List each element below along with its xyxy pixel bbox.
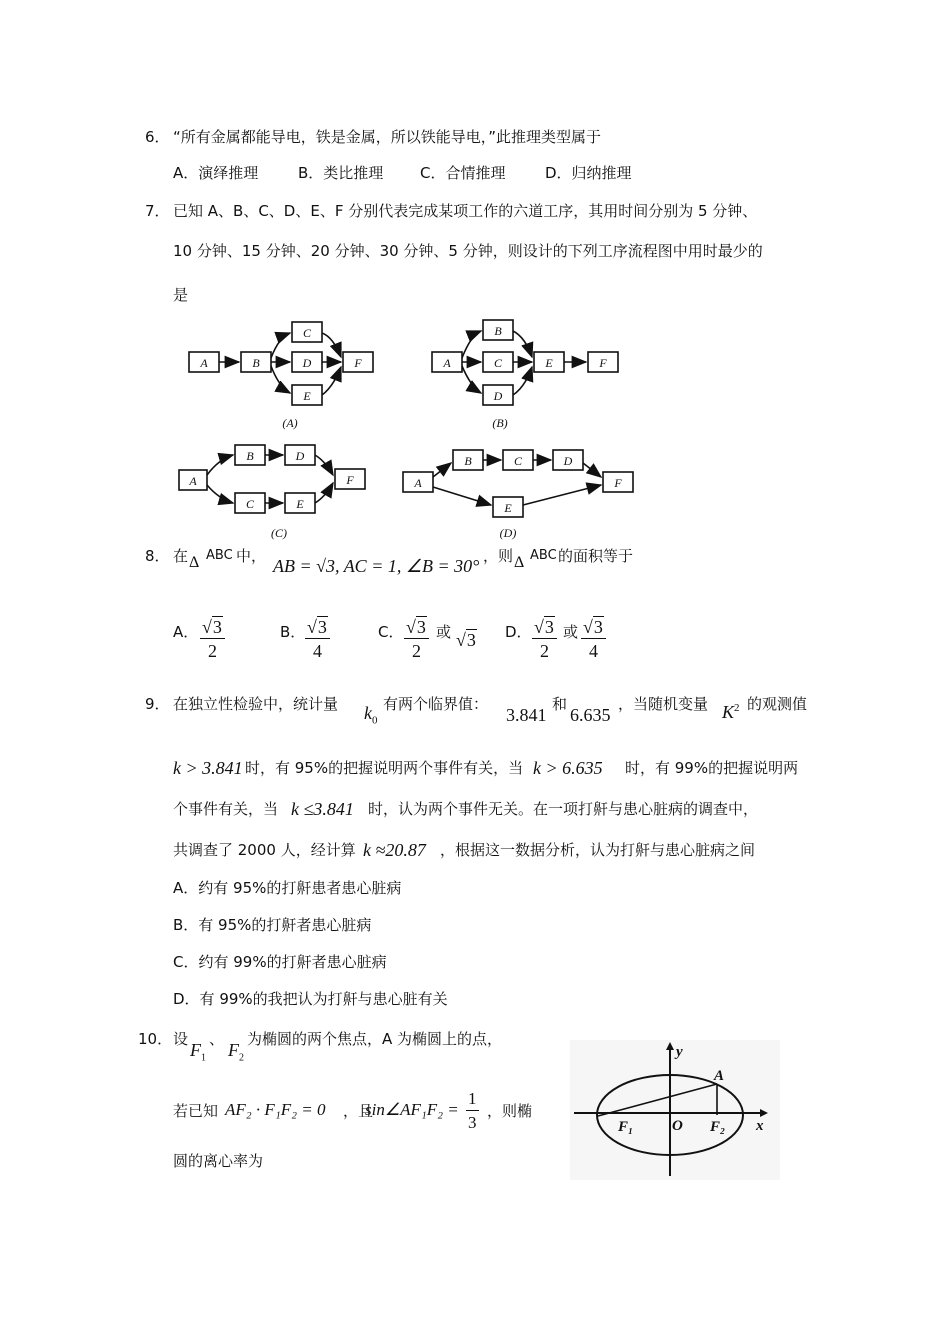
q9-line1-c: ，当随机变量 <box>618 695 709 713</box>
point-a-label: A <box>714 1068 725 1084</box>
critical-value-2: 6.635 <box>570 705 611 725</box>
q6-option-c: C．合情推理 <box>420 164 506 182</box>
q9-and: 和 <box>552 695 568 713</box>
k0-symbol: $k_0$ <box>364 703 378 727</box>
q6-option-d: D．归纳推理 <box>545 164 632 182</box>
k-squared-symbol: $K^2$ <box>722 702 740 722</box>
q9-line3-a: 个事件有关，当 <box>173 800 279 818</box>
figure-label-b: (B) <box>492 416 508 430</box>
q9-line1-b: 有两个临界值： <box>383 695 489 713</box>
node-c-label: C <box>493 356 503 370</box>
q10-line1-b: 为椭圆的两个焦点，A 为椭圆上的点， <box>247 1030 503 1048</box>
node-f-label: F <box>599 356 607 370</box>
q6-number: 6． <box>145 128 170 146</box>
q10-line2-c: ，则椭 <box>487 1102 533 1120</box>
node-f-label: F <box>354 356 362 370</box>
q8-option-b: B． <box>280 623 306 641</box>
node-b-label: B <box>494 324 502 338</box>
q9-condition-1: k > 3.841 <box>173 758 243 778</box>
node-a-label: A <box>189 474 197 488</box>
q8-option-a: A． <box>173 623 199 641</box>
q8-option-d-fraction-2: $\frac{√3}{4}$ <box>581 616 606 663</box>
q8-comma: ，则 <box>483 547 514 565</box>
critical-value-1: 3.841 <box>506 705 547 725</box>
q6-option-a: A．演绎推理 <box>173 164 259 182</box>
q10-line1-a: 设 <box>173 1030 189 1048</box>
q9-option-a: A．约有 95%的打鼾患者患心脏病 <box>173 879 402 897</box>
q9-line2-b: 时，有 99%的把握说明两 <box>625 759 799 777</box>
node-c-label: C <box>245 497 255 511</box>
triangle-symbol: Δ <box>189 554 200 571</box>
q6-option-b: B．类比推理 <box>298 164 384 182</box>
f1-symbol: $F_1$ <box>190 1040 206 1064</box>
node-c-label: C <box>513 454 523 468</box>
node-b-label: B <box>464 454 472 468</box>
q7-line-2: 10 分钟、15 分钟、20 分钟、30 分钟、5 分钟，则设计的下列工序流程图中用时最少的 <box>173 242 763 260</box>
q8-option-d-fraction-1: $\frac{√3}{2}$ <box>532 616 557 663</box>
node-a-label: A <box>414 476 422 490</box>
q9-line2-a: 时，有 95%的把握说明两个事件有关，当 <box>245 759 524 777</box>
focus-f2-label: F₂ <box>710 1119 726 1135</box>
q9-computed-k: k ≈20.87 <box>363 840 426 860</box>
node-e-label: E <box>303 389 311 403</box>
triangle-symbol: Δ <box>514 554 525 571</box>
q6-stem: “所有金属都能导电，铁是金属，所以铁能导电，”此推理类型属于 <box>173 128 602 146</box>
q7-line-3: 是 <box>173 286 189 304</box>
q8-pre: 在 <box>173 547 189 565</box>
node-f-label: F <box>346 473 354 487</box>
q9-line4-a: 共调查了 2000 人，经计算 <box>173 841 356 859</box>
origin-label: O <box>672 1118 683 1134</box>
y-axis-label: y <box>676 1044 683 1060</box>
q10-line2-b: ，且 <box>343 1102 374 1120</box>
node-b-label: B <box>246 449 254 463</box>
x-axis-label: x <box>756 1118 764 1134</box>
f2-symbol: $F_2$ <box>228 1040 244 1064</box>
q10-dot-product: AF₂ · F₁F₂ = 0 <box>225 1100 326 1119</box>
q8-abc: ABC <box>530 548 557 563</box>
q8-abc: ABC <box>206 548 233 563</box>
q10-line3: 圆的离心率为 <box>173 1152 264 1170</box>
q10-line2-a: 若已知 <box>173 1102 219 1120</box>
node-c-label: C <box>302 326 312 340</box>
q9-line3-b: 时，认为两个事件无关。在一项打鼾与患心脏病的调查中， <box>368 800 759 818</box>
node-d-label: D <box>302 356 312 370</box>
q8-number: 8． <box>145 547 170 565</box>
q10-sine-fraction: $\frac{1}{3}$ <box>468 1089 477 1132</box>
q8-or: 或 <box>563 623 579 641</box>
flowchart-b <box>432 320 618 405</box>
q8-option-b-fraction: $\frac{√3}{4}$ <box>305 616 330 663</box>
q8-option-d: D． <box>505 623 532 641</box>
q9-option-c: C．约有 99%的打鼾者患心脏病 <box>173 953 387 971</box>
node-b-label: B <box>252 356 260 370</box>
figure-label-a: (A) <box>282 416 298 430</box>
ellipse-figure <box>570 1040 780 1180</box>
node-a-label: A <box>200 356 208 370</box>
q8-option-a-fraction: $\frac{√3}{2}$ <box>200 616 225 663</box>
q10-number: 10． <box>138 1030 173 1048</box>
node-e-label: E <box>545 356 553 370</box>
node-d-label: D <box>563 454 573 468</box>
q8-option-c-fraction: $\frac{√3}{2}$ <box>404 616 429 663</box>
node-e-label: E <box>504 501 512 515</box>
node-d-label: D <box>295 449 305 463</box>
q9-number: 9． <box>145 695 170 713</box>
q9-option-b: B．有 95%的打鼾者患心脏病 <box>173 916 372 934</box>
q7-number: 7． <box>145 202 170 220</box>
q9-line1-d: 的观测值 <box>747 695 808 713</box>
focus-f1-label: F₁ <box>618 1119 634 1135</box>
q9-option-d: D．有 99%的我把认为打鼾与患心脏有关 <box>173 990 448 1008</box>
q9-line1-a: 在独立性检验中，统计量 <box>173 695 339 713</box>
node-a-label: A <box>443 356 451 370</box>
q9-line4-b: ，根据这一数据分析，认为打鼾与患心脏病之间 <box>440 841 756 859</box>
node-d-label: D <box>493 389 503 403</box>
q10-separator: 、 <box>209 1030 225 1048</box>
flowchart-a <box>189 322 373 405</box>
q9-condition-2: k > 6.635 <box>533 758 603 778</box>
node-e-label: E <box>296 497 304 511</box>
q8-option-c-root: √3 <box>456 630 476 650</box>
q8-or: 或 <box>436 623 452 641</box>
q7-line-1: 已知 A、B、C、D、E、F 分别代表完成某项工作的六道工序，其用时间分别为 5 分钟、 <box>173 202 758 220</box>
q8-post: 的面积等于 <box>558 547 634 565</box>
q8-condition: AB = √3, AC = 1, ∠B = 30° <box>273 556 480 576</box>
q10-sine-expression: sin∠AF₁F₂ = <box>365 1100 459 1119</box>
q8-option-c: C． <box>378 623 404 641</box>
q8-mid: 中， <box>236 547 267 565</box>
node-f-label: F <box>614 476 622 490</box>
figure-label-d: (D) <box>499 526 517 540</box>
q9-condition-3: k ≤3.841 <box>291 799 354 819</box>
flowchart-c <box>179 445 365 513</box>
flowchart-figure <box>175 315 635 543</box>
figure-label-c: (C) <box>271 526 287 540</box>
